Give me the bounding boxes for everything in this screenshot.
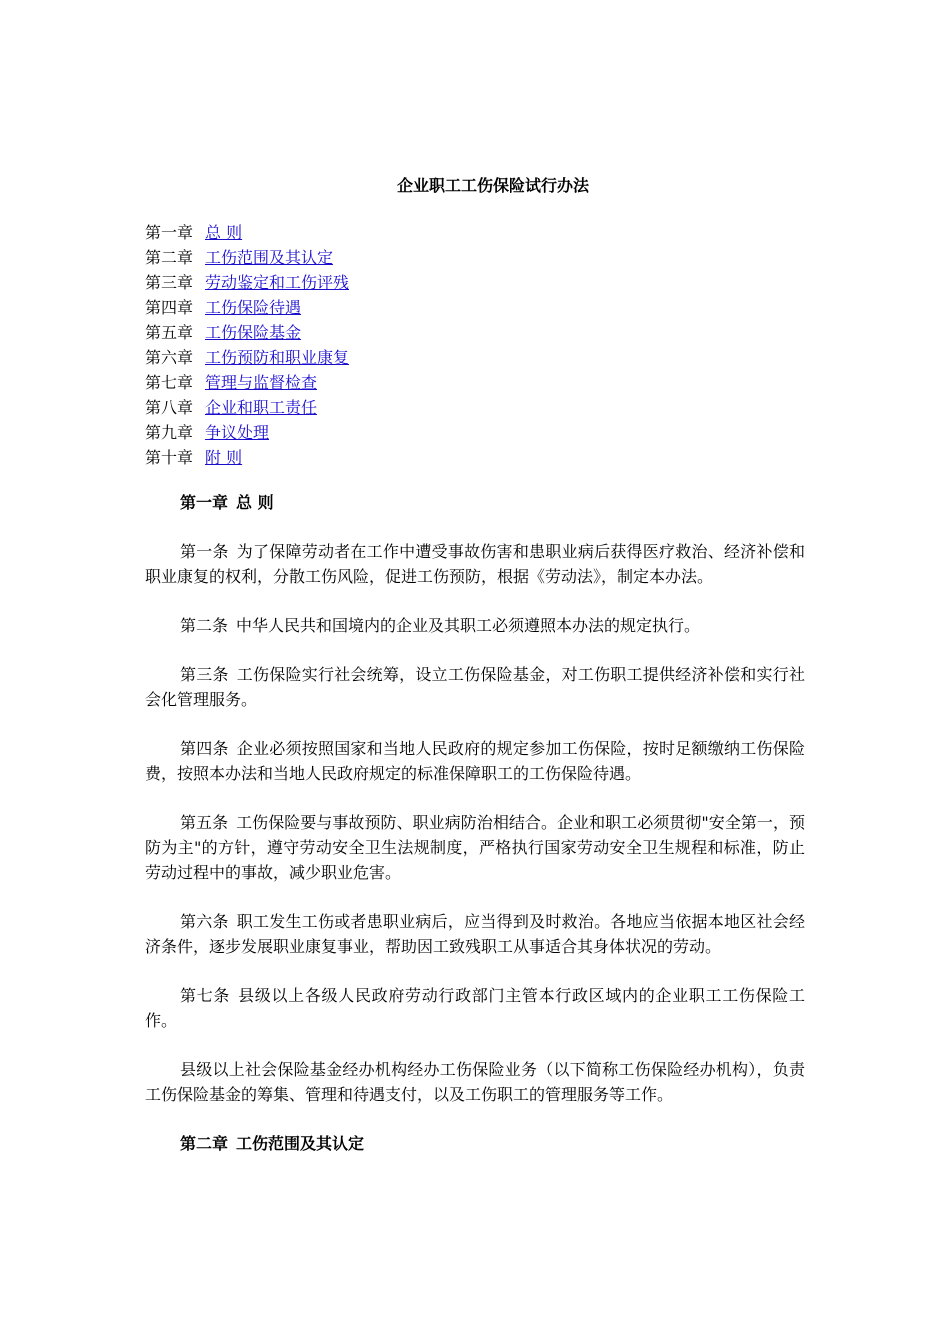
article-paragraph — [145, 1057, 805, 1107]
toc-item — [145, 220, 805, 245]
article-number: 第五条 — [180, 813, 229, 832]
toc-link-injury-scope[interactable]: 工伤范围及其认定 — [205, 248, 334, 267]
toc-link-dispute-handling[interactable]: 争议处理 — [205, 423, 270, 442]
toc-chapter-number: 第三章 — [145, 273, 194, 292]
toc-item — [145, 270, 805, 295]
toc-item — [145, 445, 805, 470]
article-paragraph — [145, 662, 805, 712]
toc-item — [145, 420, 805, 445]
toc-link-management-supervision[interactable]: 管理与监督检查 — [205, 373, 318, 392]
toc-item — [145, 370, 805, 395]
chapter-number: 第一章 — [180, 493, 229, 512]
document-title: 企业职工工伤保险试行办法 — [396, 176, 589, 195]
toc-item — [145, 320, 805, 345]
chapter-title: 工伤范围及其认定 — [236, 1134, 365, 1153]
article-text: 职工发生工伤或者患职业病后，应当得到及时救治。各地应当依据本地区社会经济条件，逐步发展职业康复事业，帮助因工致残职工从事适合其身体状况的劳动。 — [145, 912, 805, 956]
chapter-heading — [145, 490, 805, 515]
toc-link-insurance-fund[interactable]: 工伤保险基金 — [205, 323, 302, 342]
article-text: 县级以上各级人民政府劳动行政部门主管本行政区域内的企业职工工伤保险工作。 — [145, 986, 805, 1030]
article-paragraph — [145, 613, 805, 638]
toc-chapter-number: 第七章 — [145, 373, 194, 392]
toc-chapter-number: 第八章 — [145, 398, 194, 417]
toc-chapter-number: 第四章 — [145, 298, 194, 317]
article-number: 第四条 — [180, 739, 229, 758]
article-number: 第三条 — [180, 665, 229, 684]
toc-link-labor-appraisal[interactable]: 劳动鉴定和工伤评残 — [205, 273, 350, 292]
article-text: 为了保障劳动者在工作中遭受事故伤害和患职业病后获得医疗救治、经济补偿和职业康复的权利，分散工伤风险，促进工伤预防，根据《劳动法》，制定本办法。 — [145, 542, 805, 586]
toc-link-prevention-rehab[interactable]: 工伤预防和职业康复 — [205, 348, 350, 367]
toc-link-responsibilities[interactable]: 企业和职工责任 — [205, 398, 318, 417]
article-text: 中华人民共和国境内的企业及其职工必须遵照本办法的规定执行。 — [236, 616, 701, 635]
toc-chapter-number: 第二章 — [145, 248, 194, 267]
toc-item — [145, 295, 805, 320]
chapter-heading — [145, 1131, 805, 1156]
article-text: 县级以上社会保险基金经办机构经办工伤保险业务（以下简称工伤保险经办机构），负责工伤保险基金的筹集、管理和待遇支付，以及工伤职工的管理服务等工作。 — [145, 1060, 805, 1104]
article-paragraph — [145, 983, 805, 1033]
toc-link-general-provisions[interactable]: 总 则 — [205, 223, 243, 242]
toc-link-insurance-benefits[interactable]: 工伤保险待遇 — [205, 298, 302, 317]
article-number: 第七条 — [180, 986, 231, 1005]
document-body — [145, 490, 805, 1180]
toc-item — [145, 395, 805, 420]
article-number: 第二条 — [180, 616, 229, 635]
toc-chapter-number: 第六章 — [145, 348, 194, 367]
article-number: 第六条 — [180, 912, 229, 931]
article-paragraph — [145, 810, 805, 885]
article-text: 企业必须按照国家和当地人民政府的规定参加工伤保险，按时足额缴纳工伤保险费，按照本办法和当地人民政府规定的标准保障职工的工伤保险待遇。 — [145, 739, 805, 783]
article-text: 工伤保险实行社会统筹，设立工伤保险基金，对工伤职工提供经济补偿和实行社会化管理服务。 — [145, 665, 805, 709]
article-text: 工伤保险要与事故预防、职业病防治相结合。企业和职工必须贯彻"安全第一，预防为主"的方针，遵守劳动安全卫生法规制度，严格执行国家劳动安全卫生规程和标准，防止劳动过程中的事故，减少职业危害。 — [145, 813, 805, 882]
toc-chapter-number: 第十章 — [145, 448, 194, 467]
toc-chapter-number: 第九章 — [145, 423, 194, 442]
chapter-number: 第二章 — [180, 1134, 229, 1153]
toc-chapter-number: 第一章 — [145, 223, 194, 242]
article-paragraph — [145, 539, 805, 589]
article-paragraph — [145, 909, 805, 959]
toc-link-supplementary[interactable]: 附 则 — [205, 448, 243, 467]
toc-item — [145, 345, 805, 370]
article-paragraph — [145, 736, 805, 786]
article-number: 第一条 — [180, 542, 229, 561]
toc-chapter-number: 第五章 — [145, 323, 194, 342]
chapter-title: 总 则 — [236, 493, 274, 512]
table-of-contents — [145, 220, 805, 470]
toc-item — [145, 245, 805, 270]
